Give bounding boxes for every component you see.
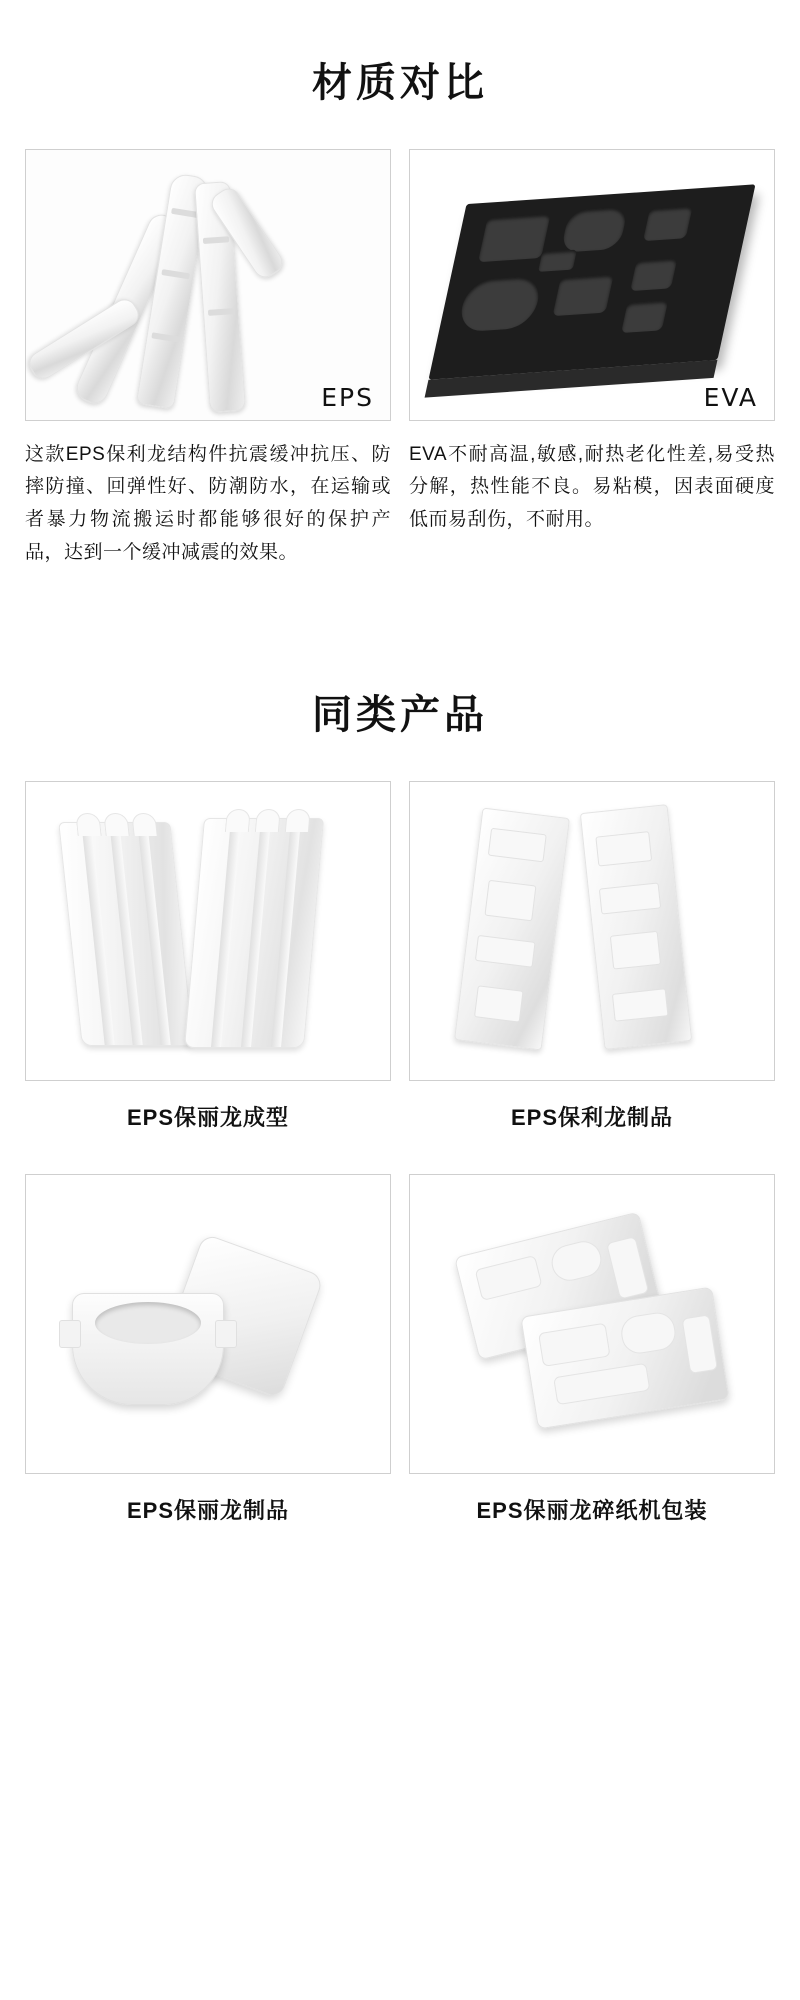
shell-pad	[548, 1238, 605, 1285]
foam-rail	[454, 808, 570, 1051]
shell-pad	[619, 1310, 678, 1356]
product-card[interactable]	[409, 781, 775, 1156]
eva-description: EVA不耐高温,敏感,耐热老化性差,易受热分解，热性能不良。易粘模，因表面硬度低而易刮伤，不耐用。	[409, 443, 775, 531]
block-bump	[225, 809, 251, 832]
tray-cavity	[553, 274, 614, 316]
rail-nub	[610, 931, 661, 970]
tray-cavity	[538, 249, 577, 271]
block-bump	[103, 813, 129, 836]
comparison-item-eps	[25, 149, 391, 589]
shell-pad	[553, 1363, 650, 1405]
shell-pad	[538, 1323, 610, 1367]
rail-nub	[474, 986, 524, 1023]
product-photo	[25, 781, 391, 1081]
shell-pad	[475, 1255, 543, 1301]
section-title-material-comparison: 材质对比	[312, 60, 488, 105]
strut-notch	[203, 236, 229, 244]
foam-bowl	[72, 1293, 224, 1405]
foam-block	[58, 822, 194, 1046]
tray-cavity	[478, 214, 551, 262]
tray-cavity	[457, 275, 544, 332]
eva-photo-scene	[410, 150, 774, 420]
section-title-similar-products: 同类产品	[312, 693, 488, 738]
product-card[interactable]	[25, 1174, 391, 1549]
tray-cavity	[630, 258, 677, 291]
block-groove	[137, 823, 170, 1045]
rail-nub	[484, 880, 536, 922]
block-groove	[241, 819, 271, 1047]
strut-notch	[161, 269, 190, 279]
eps-description: 这款EPS保利龙结构件抗震缓冲抗压、防摔防撞、回弹性好、防潮防水，在运输或者暴力物流搬运时都能够很好的保护产品，达到一个缓冲减震的效果。	[25, 443, 391, 563]
product-detail-page	[0, 27, 800, 2000]
block-groove	[211, 819, 241, 1047]
rail-nub	[599, 883, 661, 915]
rail-nub	[612, 989, 669, 1022]
block-bump	[255, 809, 281, 832]
block-bump	[75, 813, 101, 836]
product-card-label: EPS保丽龙制品	[126, 1498, 290, 1524]
strut-notch	[208, 308, 234, 316]
eva-product-photo	[409, 149, 775, 421]
eps-photo-caption: EPS	[321, 382, 374, 412]
rail-nub	[595, 831, 652, 866]
block-bump	[131, 813, 157, 836]
eps-photo-scene	[26, 150, 390, 420]
block-groove	[109, 823, 142, 1045]
block-groove	[271, 819, 301, 1047]
product-photo	[409, 1174, 775, 1474]
tray-cavity	[643, 206, 693, 241]
eps-product-photo	[25, 149, 391, 421]
product-photo	[409, 781, 775, 1081]
product-card-label: EPS保利龙制品	[510, 1105, 674, 1131]
shell-pad	[682, 1315, 718, 1375]
bowl-ear	[215, 1320, 237, 1348]
block-bump	[285, 809, 311, 832]
product-card-label: EPS保丽龙碎纸机包装	[476, 1498, 708, 1524]
product-photo	[25, 1174, 391, 1474]
tray-cavity	[560, 207, 628, 253]
foam-rail	[580, 804, 692, 1050]
product-card-label: EPS保丽龙成型	[126, 1105, 290, 1131]
similar-products-grid	[0, 781, 800, 1609]
rail-nub	[475, 935, 536, 968]
bowl-ear	[59, 1320, 81, 1348]
rail-nub	[488, 828, 547, 863]
product-card[interactable]	[409, 1174, 775, 1549]
eva-photo-caption: EVA	[703, 382, 758, 412]
eva-foam-tray	[428, 184, 755, 379]
foam-block	[184, 818, 324, 1048]
block-groove	[81, 823, 114, 1045]
tray-cavity	[621, 300, 668, 333]
product-card[interactable]	[25, 781, 391, 1156]
strut-notch	[151, 332, 180, 342]
comparison-item-eva	[409, 149, 775, 589]
material-comparison-row	[0, 149, 800, 589]
shell-pad	[606, 1236, 649, 1300]
bowl-cavity	[95, 1302, 201, 1344]
